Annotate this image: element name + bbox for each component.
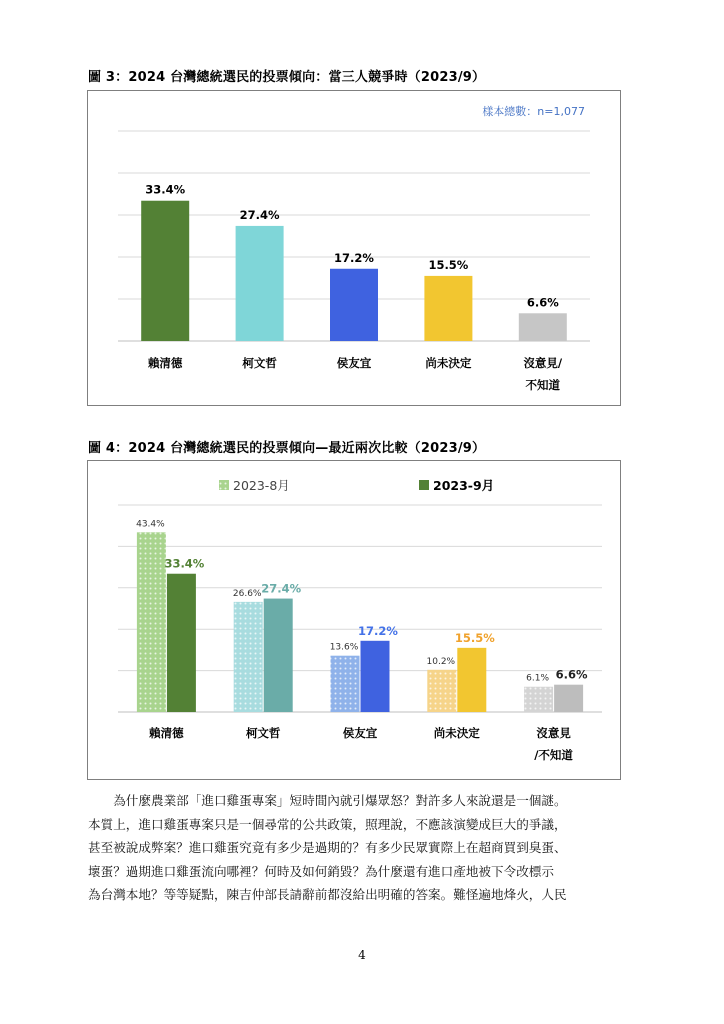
value-label-2023-8: 10.2% xyxy=(426,656,456,667)
bar xyxy=(330,269,378,341)
value-label-2023-9: 17.2% xyxy=(358,623,398,638)
bar-2023-9 xyxy=(264,599,293,712)
category-label: 侯友宜 xyxy=(336,356,372,370)
bar-2023-8-pattern xyxy=(524,687,553,712)
bar-2023-8-pattern xyxy=(234,602,263,712)
bar-2023-8-pattern xyxy=(427,670,456,712)
figure-3-chart-frame xyxy=(87,90,621,406)
legend-swatch-pattern xyxy=(219,480,229,490)
category-label: 侯友宜 xyxy=(342,726,378,740)
value-label-2023-8: 13.6% xyxy=(329,642,359,653)
bar-2023-8-pattern xyxy=(331,656,360,712)
bar-2023-9 xyxy=(361,641,390,712)
bar-2023-9 xyxy=(167,574,196,712)
value-label-2023-8: 26.6% xyxy=(232,588,262,599)
bar-2023-8-pattern xyxy=(137,532,166,712)
paragraph-line: 本質上，進口雞蛋專案只是一個尋常的公共政策，照理說，不應該演變成巨大的爭議， xyxy=(88,816,567,832)
figure-4-grouped-bar-chart xyxy=(88,461,620,779)
value-label: 33.4% xyxy=(145,182,186,197)
bar xyxy=(424,276,472,341)
body-paragraph xyxy=(88,789,640,907)
category-label: 賴清德 xyxy=(147,356,183,370)
category-label: 柯文哲 xyxy=(242,356,277,370)
value-label-2023-9: 6.6% xyxy=(555,667,588,682)
value-label: 6.6% xyxy=(526,295,559,310)
figure-3-bar-chart xyxy=(88,91,620,405)
page-number: 4 xyxy=(358,948,366,962)
category-label: 不知道 xyxy=(525,378,561,392)
bar-2023-9 xyxy=(457,648,486,712)
category-label: 沒意見/ xyxy=(523,356,563,370)
legend-swatch-2023-9 xyxy=(419,480,429,490)
category-label: 賴清德 xyxy=(149,726,184,740)
value-label-2023-9: 15.5% xyxy=(454,630,495,645)
legend-label-2023-9: 2023-9月 xyxy=(433,478,495,493)
paragraph-line: 為台灣本地？等等疑點，陳吉仲部長請辭前都沒給出明確的答案。難怪遍地烽火，人民 xyxy=(88,887,567,902)
paragraph-line: 甚至被說成弊案？進口雞蛋究竟有多少是過期的？有多少民眾實際上在超商買到臭蛋、 xyxy=(88,840,567,855)
category-label: 柯文哲 xyxy=(245,726,281,740)
value-label-2023-8: 6.1% xyxy=(526,673,550,684)
legend-label-2023-8: 2023-8月 xyxy=(233,478,290,493)
category-label: 尚未決定 xyxy=(425,356,472,370)
figure-4-title: 圖 4：2024 台灣總統選民的投票傾向—最近兩次比較（2023/9） xyxy=(88,441,486,456)
category-label: 尚未決定 xyxy=(433,726,480,740)
paragraph-line: 為什麼農業部「進口雞蛋專案」短時間內就引爆眾怒？對許多人來說還是一個謎。 xyxy=(88,793,567,808)
category-label: /不知道 xyxy=(534,748,573,762)
bar xyxy=(519,313,567,341)
value-label-2023-9: 33.4% xyxy=(164,556,205,571)
category-label: 沒意見 xyxy=(536,726,571,740)
value-label-2023-9: 27.4% xyxy=(261,581,302,596)
bar xyxy=(236,226,284,341)
value-label: 27.4% xyxy=(239,207,280,222)
figure-4-chart-frame xyxy=(87,460,621,780)
figure-3-title: 圖 3：2024 台灣總統選民的投票傾向：當三人競爭時（2023/9） xyxy=(88,70,486,85)
sample-size-note: 樣本總數：n=1,077 xyxy=(482,105,585,118)
bar xyxy=(141,201,189,341)
bar-2023-9 xyxy=(554,685,583,712)
value-label-2023-8: 43.4% xyxy=(136,519,165,530)
paragraph-line: 壞蛋？過期進口雞蛋流向哪裡？何時及如何銷毀？為什麼還有進口產地被下令改標示 xyxy=(88,863,554,879)
value-label: 15.5% xyxy=(428,257,469,272)
value-label: 17.2% xyxy=(334,250,374,265)
